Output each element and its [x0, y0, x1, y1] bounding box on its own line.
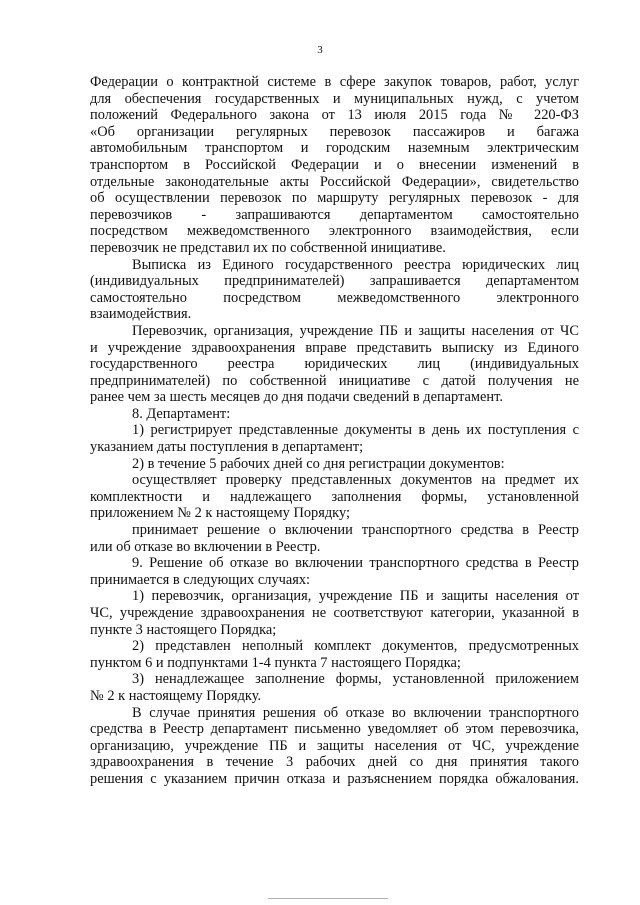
text-line: 3) ненадлежащее заполнение формы, установленной приложением	[132, 671, 579, 688]
text-line: 2) представлен неполный комплект документов, предусмотренных	[132, 638, 579, 655]
text-line: осуществляет проверку представленных документов на предмет их	[132, 472, 579, 489]
text-line: «Об организации регулярных перевозок пассажиров и багажа	[90, 123, 579, 140]
text-line: принимается в следующих случаях:	[90, 571, 311, 588]
text-line: ранее чем за шесть месяцев до дня подачи сведений в департамент.	[90, 389, 503, 406]
text-line: посредством межведомственного электронного взаимодействия, если	[90, 223, 579, 240]
text-line: для обеспечения государственных и муниципальных нужд, с учетом	[90, 90, 579, 107]
text-line: 1) регистрирует представленные документы в день их поступления с	[132, 422, 579, 439]
document-body	[90, 74, 579, 788]
text-line: об осуществлении перевозок по маршруту регулярных перевозок - для	[90, 190, 579, 207]
text-line: указанием даты поступления в департамент;	[90, 439, 364, 456]
text-line: средства в Реестр департамент письменно уведомляет об этом перевозчика,	[90, 721, 579, 738]
bottom-divider	[268, 898, 388, 899]
text-line: автомобильным транспортом и городским наземным электрическим	[90, 140, 579, 157]
text-line: В случае принятия решения об отказе во включении транспортного	[132, 704, 579, 721]
text-line: ЧС, учреждение здравоохранения не соответствуют категории, указанной в	[90, 605, 579, 621]
text-line: пунктом 6 и подпунктами 1-4 пункта 7 настоящего Порядка;	[90, 654, 461, 671]
text-line: Перевозчик, организация, учреждение ПБ и защиты населения от ЧС	[132, 322, 579, 339]
text-line: решения с указанием причин отказа и разъяснением порядка обжалования.	[90, 770, 579, 787]
text-line: комплектности и надлежащего заполнения формы, установленной	[90, 488, 579, 505]
text-line: 2) в течение 5 рабочих дней со дня регистрации документов:	[132, 455, 505, 472]
text-line: пункте 3 настоящего Порядка;	[90, 621, 277, 638]
text-line: или об отказе во включении в Реестр.	[90, 538, 321, 555]
text-line: 9. Решение об отказе во включении транспортного средства в Реестр	[132, 555, 579, 572]
text-line: самостоятельно посредством межведомственного электронного	[90, 289, 579, 306]
text-line: предпринимателей) по собственной инициативе с датой получения не	[90, 372, 579, 389]
text-line: транспортом в Российской Федерации и о внесении изменений в	[90, 156, 579, 173]
text-line: (индивидуальных предпринимателей) запрашивается департаментом	[90, 273, 579, 290]
text-line: взаимодействия.	[90, 306, 192, 323]
text-line: 1) перевозчик, организация, учреждение ПБ и защиты населения от	[132, 588, 579, 605]
text-line: приложением № 2 к настоящему Порядку;	[90, 505, 350, 522]
page-number: 3	[317, 44, 323, 56]
text-line: Федерации о контрактной системе в сфере закупок товаров, работ, услуг	[90, 74, 579, 90]
text-line: перевозчик не представил их по собственной инициативе.	[90, 239, 446, 256]
text-line: принимает решение о включении транспортного средства в Реестр	[132, 522, 579, 539]
text-line: государственного реестра юридических лиц (индивидуальных	[90, 356, 579, 373]
text-line: и учреждение здравоохранения вправе представить выписку из Единого	[90, 339, 579, 356]
text-line: перевозчиков - запрашиваются департаментом самостоятельно	[90, 206, 579, 223]
text-line: 8. Департамент:	[132, 405, 231, 422]
text-line: организацию, учреждение ПБ и защиты населения от ЧС, учреждение	[90, 737, 579, 754]
text-line: положений Федерального закона от 13 июля 2015 года № 220-ФЗ	[90, 107, 579, 124]
text-line: отдельные законодательные акты Российской Федерации», свидетельство	[90, 173, 579, 190]
text-line: здравоохранения в течение 3 рабочих дней со дня принятия такого	[90, 754, 579, 771]
text-line: № 2 к настоящему Порядку.	[90, 687, 262, 704]
text-line: Выписка из Единого государственного реестра юридических лиц	[132, 256, 579, 273]
